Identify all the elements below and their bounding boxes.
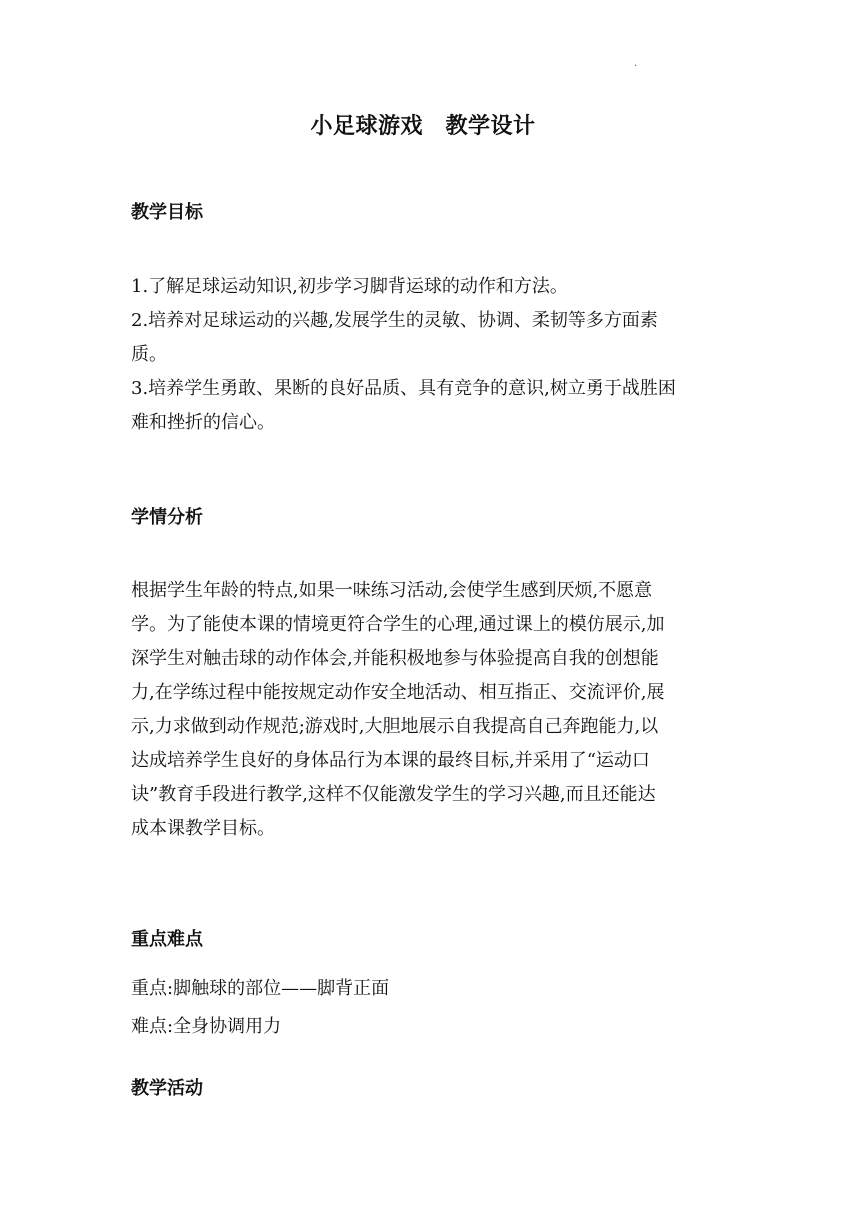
- objectives-list: [131, 270, 731, 440]
- analysis-line-8: 成本课教学目标。: [131, 818, 275, 839]
- analysis-line-1: 根据学生年龄的特点,如果一味练习活动,会使学生感到厌烦,不愿意: [131, 580, 653, 601]
- objective-line-4: 3.培养学生勇敢、果断的良好品质、具有竞争的意识,树立勇于战胜困: [131, 378, 676, 399]
- analysis-line-2: 学。为了能使本课的情境更符合学生的心理,通过课上的模仿展示,加: [131, 614, 665, 635]
- analysis-line-5: 示,力求做到动作规范;游戏时,大胆地展示自我提高自己奔跑能力,以: [131, 716, 659, 737]
- heading-key-points: 重点难点: [131, 929, 203, 950]
- analysis-paragraph: [131, 574, 731, 846]
- objective-line-2: 2.培养对足球运动的兴趣,发展学生的灵敏、协调、柔韧等多方面素: [131, 310, 658, 331]
- heading-analysis: 学情分析: [131, 507, 203, 528]
- objective-line-5: 难和挫折的信心。: [131, 412, 275, 433]
- heading-activities: 教学活动: [131, 1078, 203, 1099]
- analysis-line-4: 力,在学练过程中能按规定动作安全地活动、相互指正、交流评价,展: [131, 682, 665, 703]
- analysis-line-6: 达成培养学生良好的身体品行为本课的最终目标,并采用了“运动口: [131, 750, 650, 771]
- difficulty-text: 难点:全身协调用力: [131, 1016, 282, 1037]
- objective-line-3: 质。: [131, 344, 167, 365]
- analysis-line-3: 深学生对触击球的动作体会,并能积极地参与体验提高自我的创想能: [131, 648, 659, 669]
- analysis-line-7: 诀”教育手段进行教学,这样不仅能激发学生的学习兴趣,而且还能达: [131, 784, 656, 805]
- objective-line-1: 1.了解足球运动知识,初步学习脚背运球的动作和方法。: [131, 276, 568, 297]
- corner-mark: .: [634, 58, 638, 69]
- page-title: 小足球游戏 教学设计: [310, 114, 536, 139]
- key-point-text: 重点:脚触球的部位——脚背正面: [131, 978, 390, 999]
- heading-objectives: 教学目标: [131, 202, 203, 223]
